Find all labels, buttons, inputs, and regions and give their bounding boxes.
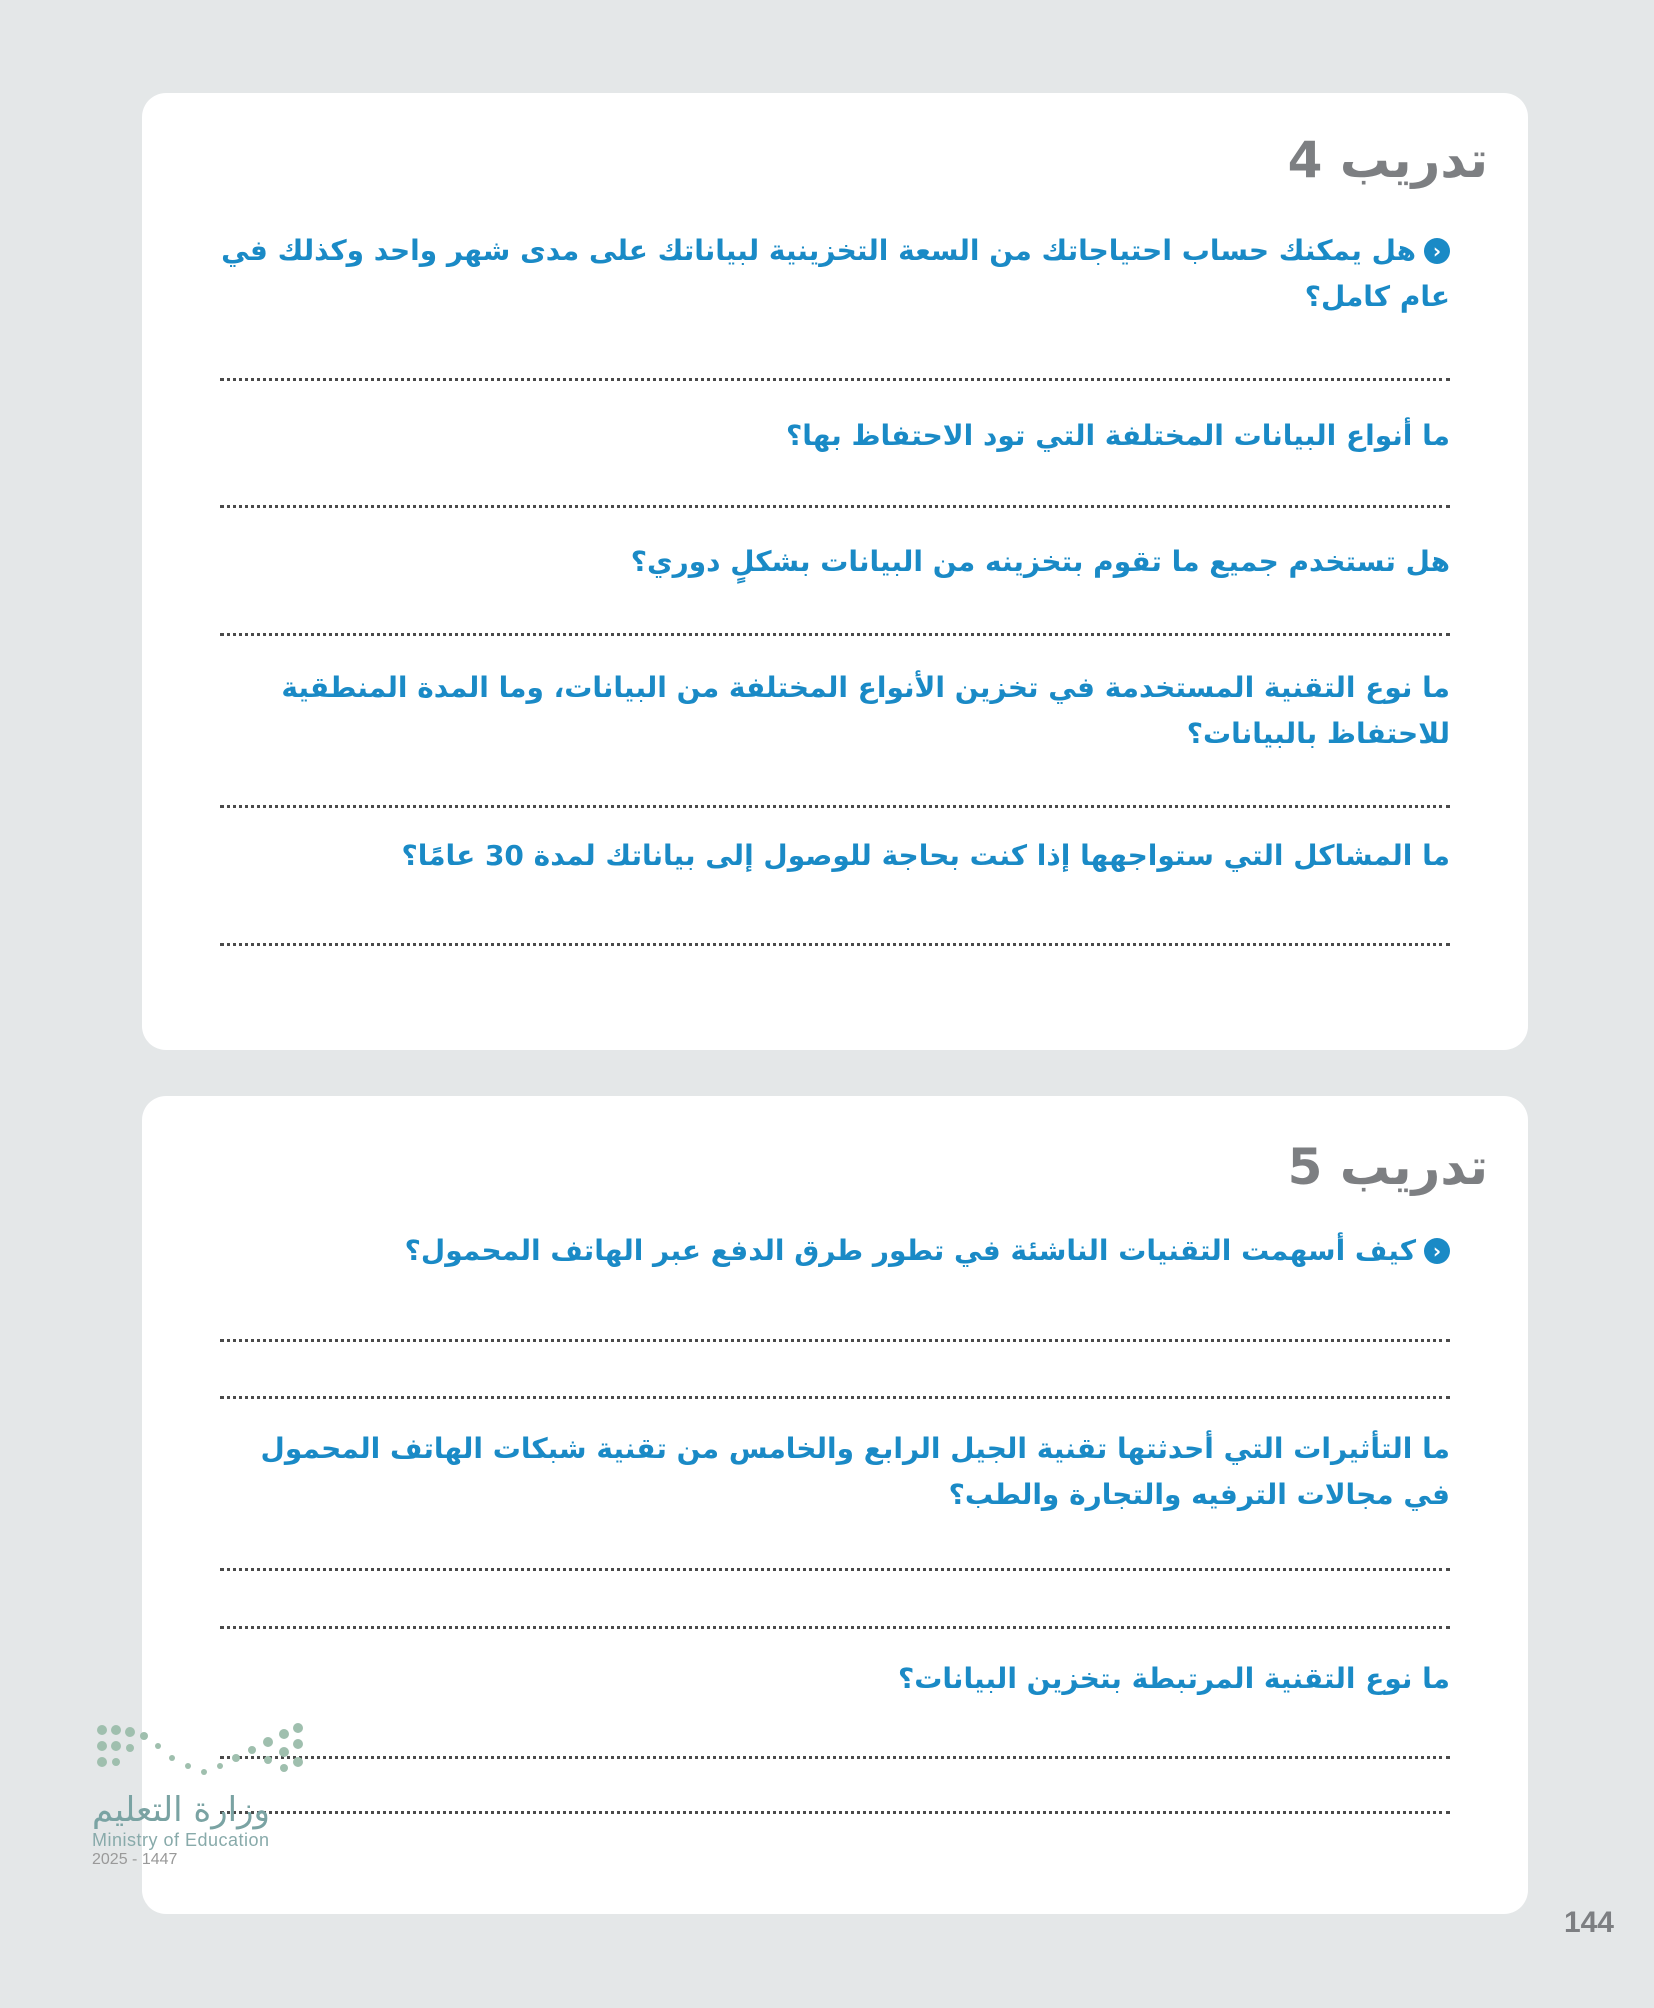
training-4-question-5-block: [220, 833, 1450, 879]
training-4-question-2-block: [220, 413, 1450, 459]
training-5-question-2: ما التأثيرات التي أحدثتها تقنية الجيل الرابع والخامس من تقنية شبكات الهاتف المحمول في مجالات الترفيه والتجارة والطب؟: [260, 1432, 1450, 1511]
training-4-question-1: هل يمكنك حساب احتياجاتك من السعة التخزينية لبياناتك على مدى شهر واحد وكذلك في عام كامل؟: [221, 234, 1450, 313]
answer-line[interactable]: [220, 1626, 1450, 1629]
answer-line[interactable]: [220, 1396, 1450, 1399]
training-4-question-1-block: [220, 228, 1450, 320]
answer-line[interactable]: [220, 1811, 1450, 1814]
page-number: 144: [1563, 1906, 1614, 1939]
training-4-question-3: هل تستخدم جميع ما تقوم بتخزينه من البيانات بشكلٍ دوري؟: [630, 545, 1450, 578]
answer-line[interactable]: [220, 805, 1450, 808]
answer-line[interactable]: [220, 1568, 1450, 1571]
training-5-question-2-block: [220, 1426, 1450, 1518]
ministry-name-arabic: وزارة التعليم: [92, 1790, 270, 1830]
chevron-left-icon: ‹: [1424, 1238, 1450, 1264]
training-5-question-1: كيف أسهمت التقنيات الناشئة في تطور طرق الدفع عبر الهاتف المحمول؟: [404, 1234, 1416, 1267]
answer-line[interactable]: [220, 633, 1450, 636]
answer-line[interactable]: [220, 378, 1450, 381]
ministry-logo: [92, 1722, 322, 1869]
training-4-question-5: ما المشاكل التي ستواجهها إذا كنت بحاجة للوصول إلى بياناتك لمدة 30 عامًا؟: [401, 839, 1450, 872]
training-4-title: تدريب 4: [1287, 131, 1488, 189]
ministry-name-english: Ministry of Education: [92, 1830, 270, 1850]
training-4-card: [142, 93, 1528, 1050]
training-5-title: تدريب 5: [1287, 1138, 1488, 1196]
answer-line[interactable]: [220, 1339, 1450, 1342]
answer-line[interactable]: [220, 943, 1450, 946]
training-4-question-2: ما أنواع البيانات المختلفة التي تود الاحتفاظ بها؟: [785, 419, 1450, 452]
training-4-question-3-block: [220, 539, 1450, 585]
chevron-left-icon: ‹: [1424, 238, 1450, 264]
ministry-year: 2025 - 1447: [92, 1851, 178, 1868]
training-4-question-4-block: [220, 665, 1450, 757]
ministry-dots-icon: [92, 1722, 312, 1782]
training-4-question-4: ما نوع التقنية المستخدمة في تخزين الأنواع المختلفة من البيانات، وما المدة المنطقية للاحتفاظ بالبيانات؟: [281, 671, 1450, 750]
answer-line[interactable]: [220, 505, 1450, 508]
training-5-question-3-block: [220, 1656, 1450, 1702]
training-5-question-3: ما نوع التقنية المرتبطة بتخزين البيانات؟: [898, 1662, 1450, 1695]
training-5-card: [142, 1096, 1528, 1914]
answer-line[interactable]: [220, 1756, 1450, 1759]
training-5-question-1-block: [220, 1228, 1450, 1274]
